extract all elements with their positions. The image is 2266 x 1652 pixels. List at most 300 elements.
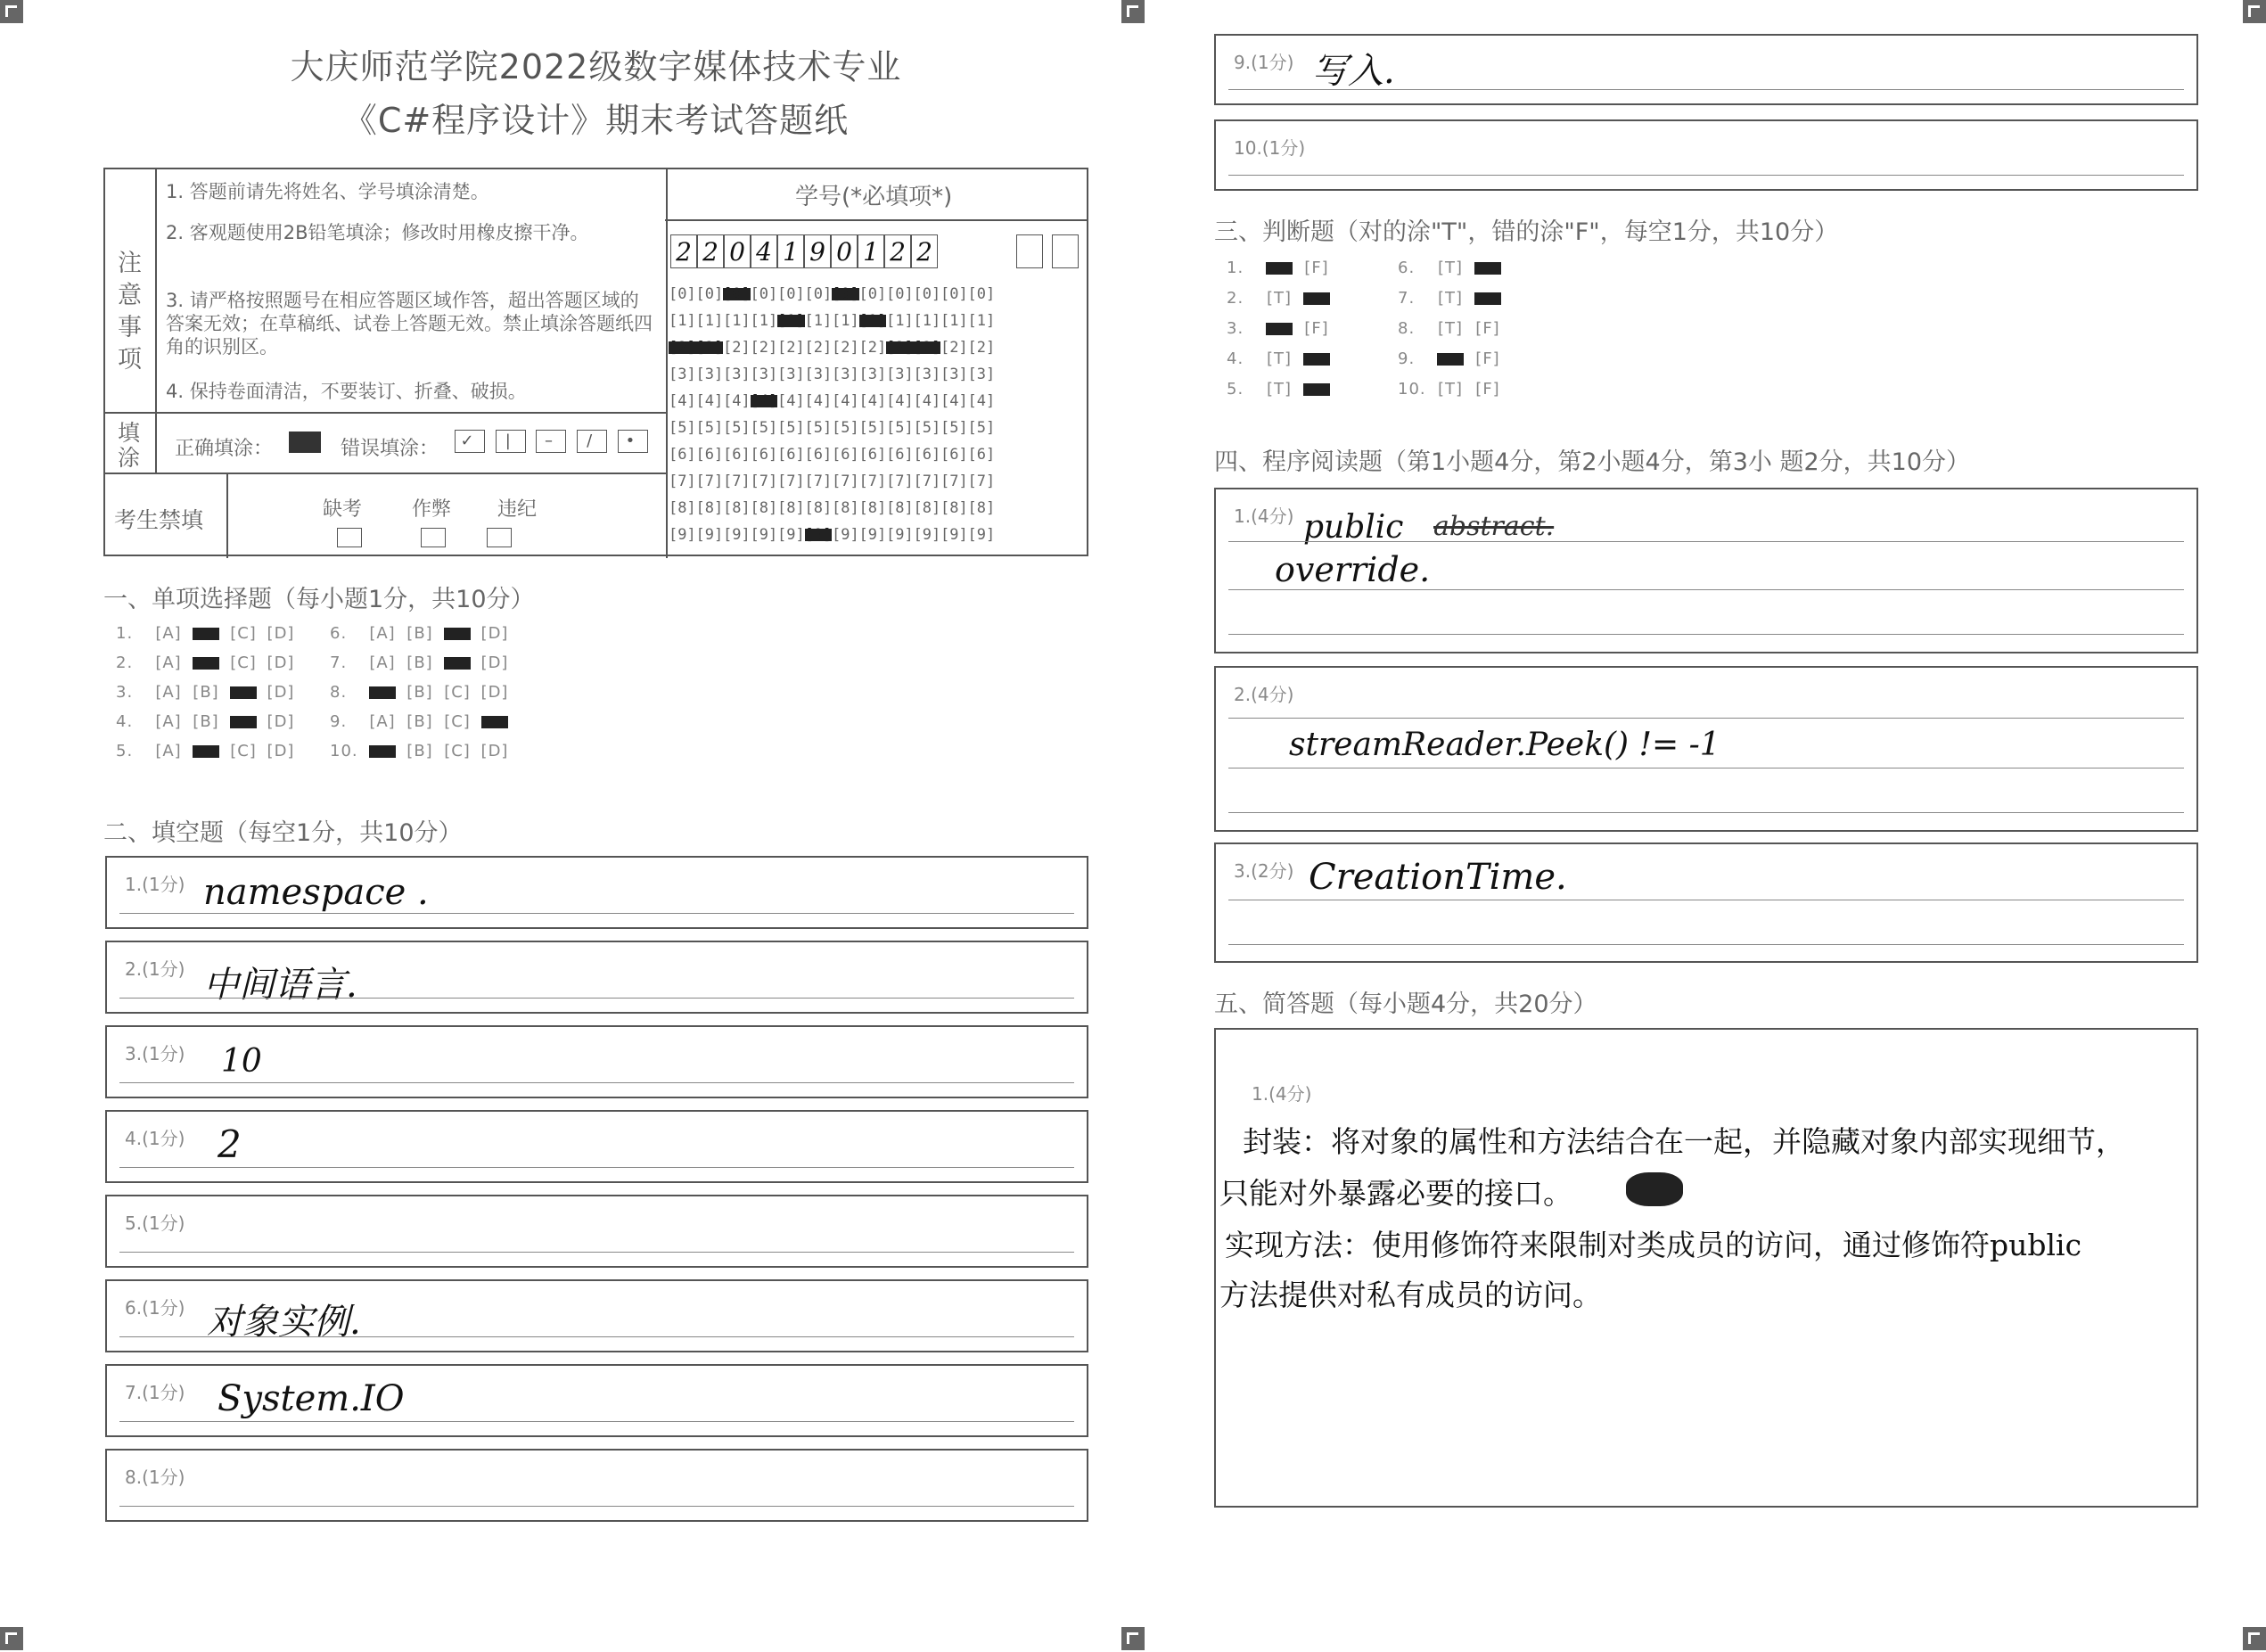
handwritten-answer: 写入. <box>1312 51 1395 92</box>
reading-answer-box-3: 3.(2分) CreationTime. <box>1214 842 2198 963</box>
student-id-bubble: [5] <box>750 419 778 437</box>
tf-question-number: 4. <box>1227 349 1244 368</box>
student-id-bubble: [3] <box>804 366 833 383</box>
mc-question-row <box>116 742 300 760</box>
fill-correct-label: 正确填涂： <box>175 438 274 460</box>
student-id-bubble: [1] <box>695 312 724 330</box>
student-id-bubble: [5] <box>669 419 696 437</box>
mc-option-filled <box>364 683 401 702</box>
mc-question-number: 2. <box>116 653 134 672</box>
tf-question-row <box>1398 319 1507 338</box>
forbid-absent-label: 缺考 <box>323 498 363 521</box>
short-answer-label: 1.(4分) <box>1252 1083 1312 1105</box>
mc-question-row <box>116 653 300 672</box>
mc-option: [A] <box>369 624 396 643</box>
student-id-bubble: [7] <box>750 473 778 490</box>
student-id-bubble: [8] <box>804 499 833 517</box>
student-id-bubble: [9] <box>940 526 968 544</box>
fill-correct-sample <box>289 431 321 453</box>
student-id-bubble: [2] <box>804 339 833 357</box>
student-id-bubble: [8] <box>750 499 778 517</box>
mc-option: [B] <box>406 742 433 760</box>
student-id-bubble: [0] <box>913 285 941 303</box>
tf-option-filled <box>1469 289 1507 308</box>
corner-marker-bottom-middle <box>1121 1627 1145 1650</box>
student-id-bubble: [8] <box>940 499 968 517</box>
student-id-bubble: [0] <box>967 285 996 303</box>
fill-wrong-label: 错误填涂： <box>341 438 439 460</box>
student-id-bubble: [7] <box>669 473 696 490</box>
student-id-bubble: [5] <box>886 419 914 437</box>
notice-item-2: 2. 客观题使用2B铅笔填涂；修改时用橡皮擦干净。 <box>166 222 589 243</box>
handwritten-answer: 2 <box>218 1122 242 1166</box>
tf-option-filled <box>1298 349 1335 368</box>
student-id-bubble: [5] <box>858 419 887 437</box>
student-id-bubble-row <box>669 334 995 361</box>
notice-item-4: 4. 保持卷面清洁，不要装订、折叠、破损。 <box>166 381 527 402</box>
tf-question-row <box>1398 380 1507 399</box>
student-id-bubble: [2] <box>750 339 778 357</box>
tf-question-number: 7. <box>1398 289 1416 308</box>
handwritten-answer-line: 只能对外暴露必要的接口。 <box>1219 1176 1572 1211</box>
handwritten-answer: override. <box>1275 550 1431 589</box>
reading-answer-box-2: 2.(4分) streamReader.Peek() != -1 <box>1214 666 2198 832</box>
student-id-bubble: [9] <box>777 526 805 544</box>
mc-option-filled <box>364 742 401 760</box>
tf-option-filled <box>1260 259 1298 277</box>
mc-option: [D] <box>480 742 509 760</box>
forbid-violation-box <box>487 528 512 547</box>
mc-option: [B] <box>406 624 433 643</box>
mc-question-row <box>330 624 513 643</box>
student-id-bubble-filled: [0] <box>723 285 751 303</box>
tf-question-row <box>1227 289 1335 308</box>
student-id-bubble: [4] <box>913 392 941 410</box>
student-id-bubble: [7] <box>777 473 805 490</box>
student-id-bubble: [0] <box>886 285 914 303</box>
student-id-bubble: [4] <box>967 392 996 410</box>
student-id-bubble: [3] <box>750 366 778 383</box>
mc-option: [A] <box>155 712 182 731</box>
fill-answer-box-9: 9.(1分) 写入. <box>1214 34 2198 105</box>
student-id-bubble: [9] <box>858 526 887 544</box>
mc-option: [A] <box>155 683 182 702</box>
student-id-bubble-row <box>669 468 995 495</box>
fill-answer-box-8: 8.(1分) <box>105 1449 1088 1522</box>
mc-option-filled <box>187 624 225 643</box>
student-id-cell: 2 <box>697 234 724 268</box>
student-id-bubble: [3] <box>940 366 968 383</box>
student-id-bubble-grid <box>669 281 995 548</box>
fill-answer-box-2: 2.(1分) 中间语言. <box>105 941 1088 1014</box>
mc-option: [A] <box>155 653 182 672</box>
handwritten-struck-answer: abstract. <box>1433 511 1555 542</box>
handwritten-answer: System.IO <box>218 1378 405 1419</box>
notice-side-label: 注意事项 <box>118 250 142 374</box>
mc-option: [C] <box>230 624 257 643</box>
student-id-cell: 4 <box>751 234 777 268</box>
student-id-bubble: [5] <box>723 419 751 437</box>
student-id-bubble: [8] <box>695 499 724 517</box>
student-id-bubble: [0] <box>750 285 778 303</box>
student-id-bubble-filled: [9] <box>804 526 833 544</box>
student-id-bubble: [6] <box>940 446 968 464</box>
forbid-label: 考生禁填 <box>114 507 204 533</box>
student-id-bubble: [5] <box>832 419 859 437</box>
mc-option: [D] <box>480 653 509 672</box>
corner-marker-top-left <box>0 0 23 23</box>
tf-option-filled <box>1260 319 1298 338</box>
notice-item-3: 3. 请严格按照题号在相应答题区域作答，超出答题区域的答案无效；在草稿纸、试卷上答题无效。禁止填涂答题纸四角的识别区。 <box>166 290 653 358</box>
student-id-bubble-filled: [1] <box>858 312 887 330</box>
corner-marker-bottom-left <box>0 1627 23 1650</box>
student-id-bubble: [3] <box>913 366 941 383</box>
student-id-bubble: [6] <box>777 446 805 464</box>
student-id-bubble: [7] <box>886 473 914 490</box>
student-id-bubble: [5] <box>940 419 968 437</box>
student-id-bubble: [6] <box>858 446 887 464</box>
mc-option: [C] <box>444 683 471 702</box>
student-id-bubble: [5] <box>804 419 833 437</box>
student-id-bubble-row <box>669 415 995 441</box>
mc-option: [D] <box>480 624 509 643</box>
fill-answer-box-6: 6.(1分) 对象实例. <box>105 1279 1088 1352</box>
mc-option: [D] <box>267 742 295 760</box>
scribble-mark <box>1626 1172 1683 1206</box>
student-id-bubble: [1] <box>886 312 914 330</box>
fill-answer-box-5: 5.(1分) <box>105 1195 1088 1268</box>
student-id-bubble: [5] <box>695 419 724 437</box>
student-id-bubble-row <box>669 281 995 308</box>
mc-option: [C] <box>230 653 257 672</box>
student-id-bubble: [9] <box>967 526 996 544</box>
mc-question-number: 7. <box>330 653 348 672</box>
tf-question-number: 10. <box>1398 380 1426 399</box>
section3-title: 三、判断题（对的涂"T"，错的涂"F"，每空1分，共10分） <box>1214 218 1839 246</box>
student-id-cell: 9 <box>804 234 831 268</box>
fill-answer-box-4: 4.(1分) 2 <box>105 1110 1088 1183</box>
student-id-bubble: [2] <box>777 339 805 357</box>
mc-question-number: 3. <box>116 683 134 702</box>
forbid-violation-label: 违纪 <box>497 498 538 521</box>
tf-question-number: 2. <box>1227 289 1244 308</box>
mc-option: [D] <box>480 683 509 702</box>
mc-question-number: 8. <box>330 683 348 702</box>
mc-option: [B] <box>406 683 433 702</box>
student-id-bubble: [6] <box>723 446 751 464</box>
handwritten-answer: CreationTime. <box>1309 857 1567 898</box>
mc-option-filled <box>187 653 225 672</box>
fill-answer-box-7: 7.(1分) System.IO <box>105 1364 1088 1437</box>
mc-question-row <box>116 712 300 731</box>
tf-option: [T] <box>1437 380 1464 399</box>
student-id-bubble: [6] <box>913 446 941 464</box>
student-id-bubble: [2] <box>858 339 887 357</box>
student-id-bubble: [6] <box>967 446 996 464</box>
student-id-bubble: [4] <box>940 392 968 410</box>
mc-question-number: 5. <box>116 742 134 760</box>
tf-question-row <box>1398 289 1507 308</box>
handwritten-answer: 对象实例. <box>207 1302 361 1343</box>
student-id-bubble: [6] <box>886 446 914 464</box>
student-id-bubble: [7] <box>695 473 724 490</box>
student-id-bubble: [9] <box>723 526 751 544</box>
forbid-cheat-label: 作弊 <box>412 498 452 521</box>
mc-option: [B] <box>193 712 219 731</box>
student-id-bubble: [7] <box>832 473 859 490</box>
student-id-bubble: [0] <box>777 285 805 303</box>
student-id-bubble: [3] <box>669 366 696 383</box>
mc-option: [A] <box>369 712 396 731</box>
handwritten-answer: public <box>1303 509 1404 546</box>
student-id-bubble-filled: [2] <box>695 339 724 357</box>
tf-question-row <box>1227 349 1335 368</box>
mc-question-number: 9. <box>330 712 348 731</box>
mc-question-number: 1. <box>116 624 134 643</box>
short-answer-box-1 <box>1214 1028 2198 1508</box>
student-id-bubble-row <box>669 522 995 548</box>
tf-question-row <box>1227 319 1335 338</box>
tf-question-number: 3. <box>1227 319 1244 338</box>
page-title-line2: 《C#程序设计》期末考试答题纸 <box>342 101 850 140</box>
tf-option-filled <box>1298 289 1335 308</box>
tf-option: [T] <box>1266 349 1293 368</box>
student-id-bubble: [7] <box>723 473 751 490</box>
student-id-cell: 2 <box>911 234 938 268</box>
student-id-bubble: [8] <box>669 499 696 517</box>
student-id-bubble: [6] <box>695 446 724 464</box>
true-false-answers <box>1227 259 1601 410</box>
student-id-bubble: [8] <box>913 499 941 517</box>
handwritten-answer-line: 封装：将对象的属性和方法结合在一起，并隐藏对象内部实现细节， <box>1243 1124 2125 1159</box>
fill-answer-box-10: 10.(1分) <box>1214 119 2198 191</box>
mc-question-number: 6. <box>330 624 348 643</box>
mc-option: [A] <box>369 653 396 672</box>
student-id-bubble: [3] <box>967 366 996 383</box>
student-id-cell: 1 <box>777 234 804 268</box>
student-id-bubble: [6] <box>750 446 778 464</box>
student-id-bubble: [4] <box>669 392 696 410</box>
student-id-title: 学号(*必填项*) <box>795 184 953 210</box>
mc-question-row <box>330 683 513 702</box>
student-id-bubble: [6] <box>832 446 859 464</box>
handwritten-answer: streamReader.Peek() != -1 <box>1289 727 1720 763</box>
student-id-bubble: [8] <box>723 499 751 517</box>
tf-question-number: 9. <box>1398 349 1416 368</box>
student-id-bubble-filled: [0] <box>832 285 859 303</box>
student-id-bubble: [7] <box>804 473 833 490</box>
section5-title: 五、简答题（每小题4分，共20分） <box>1214 990 1597 1018</box>
student-id-bubble: [8] <box>886 499 914 517</box>
tf-question-row <box>1398 259 1507 277</box>
student-id-cell: 1 <box>858 234 884 268</box>
student-id-bubble: [1] <box>967 312 996 330</box>
student-id-cell: 2 <box>884 234 911 268</box>
mc-option: [A] <box>155 742 182 760</box>
handwritten-answer-line: 方法提供对私有成员的访问。 <box>1219 1278 1602 1312</box>
mc-option-filled <box>476 712 513 731</box>
mc-question-row <box>116 683 300 702</box>
student-id-bubble: [6] <box>804 446 833 464</box>
corner-marker-top-right <box>2243 0 2266 23</box>
mc-option: [A] <box>155 624 182 643</box>
tf-question-number: 8. <box>1398 319 1416 338</box>
handwritten-answer: 10 <box>221 1043 262 1080</box>
mc-question-row <box>330 712 513 731</box>
student-id-bubble: [0] <box>858 285 887 303</box>
student-id-bubble: [0] <box>669 285 696 303</box>
mc-option: [B] <box>406 712 433 731</box>
handwritten-answer: 中间语言. <box>203 965 357 1006</box>
corner-marker-top-middle <box>1121 0 1145 23</box>
student-id-bubble: [3] <box>723 366 751 383</box>
student-id-bubble: [4] <box>832 392 859 410</box>
student-id-bubble: [5] <box>913 419 941 437</box>
student-id-bubble: [1] <box>832 312 859 330</box>
student-id-bubble-filled: [4] <box>750 392 778 410</box>
student-id-bubble: [1] <box>913 312 941 330</box>
student-id-bubble: [9] <box>669 526 696 544</box>
student-id-bubble: [1] <box>750 312 778 330</box>
mc-question-number: 4. <box>116 712 134 731</box>
mc-option: [B] <box>193 683 219 702</box>
student-id-cell: 2 <box>670 234 697 268</box>
tf-option: [F] <box>1475 349 1500 368</box>
student-id-bubble: [5] <box>777 419 805 437</box>
student-id-bubble: [7] <box>967 473 996 490</box>
mc-option: [C] <box>230 742 257 760</box>
section1-title: 一、单项选择题（每小题1分，共10分） <box>103 586 535 613</box>
student-id-cell <box>1016 234 1043 268</box>
tf-option: [T] <box>1266 289 1293 308</box>
student-id-bubble: [3] <box>832 366 859 383</box>
tf-option: [F] <box>1304 319 1329 338</box>
student-id-bubble: [1] <box>669 312 696 330</box>
student-id-bubble: [2] <box>967 339 996 357</box>
student-id-bubble-row <box>669 361 995 388</box>
student-id-bubble-row <box>669 441 995 468</box>
reading-answer-box-1: 1.(4分) public abstract. override. <box>1214 488 2198 653</box>
student-id-bubble: [8] <box>777 499 805 517</box>
fill-answer-box-1: 1.(1分) namespace . <box>105 856 1088 929</box>
student-id-bubble: [3] <box>886 366 914 383</box>
student-id-bubble: [0] <box>804 285 833 303</box>
student-id-bubble: [4] <box>777 392 805 410</box>
student-id-bubble: [5] <box>967 419 996 437</box>
student-id-bubble: [7] <box>858 473 887 490</box>
mc-option-filled <box>439 624 476 643</box>
forbid-cheat-box <box>421 528 446 547</box>
mc-question-row <box>330 742 513 760</box>
student-id-bubble: [4] <box>695 392 724 410</box>
mc-option: [D] <box>267 624 295 643</box>
tf-option: [T] <box>1266 380 1293 399</box>
mc-option: [C] <box>444 742 471 760</box>
student-id-bubble: [9] <box>913 526 941 544</box>
student-id-bubble: [1] <box>723 312 751 330</box>
student-id-bubble-filled: [2] <box>669 339 696 357</box>
mc-question-row <box>330 653 513 672</box>
student-id-bubble: [8] <box>832 499 859 517</box>
notice-item-1: 1. 答题前请先将姓名、学号填涂清楚。 <box>166 181 489 202</box>
student-id-bubble: [1] <box>804 312 833 330</box>
tf-option: [F] <box>1304 259 1329 277</box>
student-id-bubble: [6] <box>669 446 696 464</box>
student-id-bubble: [2] <box>940 339 968 357</box>
mc-option-filled <box>225 712 262 731</box>
mc-option: [D] <box>267 683 295 702</box>
student-id-bubble-row <box>669 388 995 415</box>
corner-marker-bottom-right <box>2243 1627 2266 1650</box>
mc-question-number: 10. <box>330 742 358 760</box>
student-id-bubble: [1] <box>940 312 968 330</box>
student-id-cell: 0 <box>724 234 751 268</box>
student-id-bubble: [0] <box>695 285 724 303</box>
student-id-bubble: [4] <box>723 392 751 410</box>
student-id-cell: 0 <box>831 234 858 268</box>
student-id-bubble: [8] <box>858 499 887 517</box>
section4-title: 四、程序阅读题（第1小题4分，第2小题4分，第3小 题2分，共10分） <box>1214 448 1971 476</box>
student-id-bubble: [9] <box>886 526 914 544</box>
mc-question-row <box>116 624 300 643</box>
tf-option-filled <box>1432 349 1469 368</box>
tf-question-row <box>1227 380 1335 399</box>
tf-option: [F] <box>1475 380 1500 399</box>
fill-side-label: 填涂 <box>118 420 141 471</box>
tf-option: [T] <box>1437 259 1464 277</box>
section2-title: 二、填空题（每空1分，共10分） <box>103 819 463 847</box>
page-title-line1: 大庆师范学院2022级数字媒体技术专业 <box>290 47 902 86</box>
student-id-bubble: [4] <box>858 392 887 410</box>
student-id-bubble: [3] <box>695 366 724 383</box>
mc-option-filled <box>187 742 225 760</box>
student-id-bubble-filled: [1] <box>777 312 805 330</box>
multiple-choice-answers <box>116 624 615 785</box>
handwritten-answer: namespace . <box>203 872 429 913</box>
fill-wrong-samples: ✓ | – / • <box>455 430 648 453</box>
student-id-bubble: [4] <box>804 392 833 410</box>
handwritten-answer-line: 实现方法：使用修饰符来限制对类成员的访问，通过修饰符public <box>1225 1228 2082 1262</box>
student-id-cell <box>1052 234 1079 268</box>
tf-option-filled <box>1469 259 1507 277</box>
mc-option: [B] <box>406 653 433 672</box>
student-id-bubble: [4] <box>886 392 914 410</box>
student-id-bubble: [8] <box>967 499 996 517</box>
student-id-bubble: [3] <box>858 366 887 383</box>
student-id-bubble: [7] <box>913 473 941 490</box>
tf-question-row <box>1398 349 1507 368</box>
student-id-bubble-row <box>669 308 995 334</box>
student-id-bubble: [0] <box>940 285 968 303</box>
forbid-absent-box <box>337 528 362 547</box>
mc-option: [C] <box>444 712 471 731</box>
student-id-bubble: [9] <box>750 526 778 544</box>
tf-question-number: 1. <box>1227 259 1244 277</box>
student-id-bubble-filled: [2] <box>886 339 914 357</box>
tf-option-filled <box>1298 380 1335 399</box>
student-id-bubble: [3] <box>777 366 805 383</box>
mc-option: [D] <box>267 653 295 672</box>
mc-option: [D] <box>267 712 295 731</box>
tf-question-number: 5. <box>1227 380 1244 399</box>
mc-option-filled <box>439 653 476 672</box>
tf-option: [F] <box>1475 319 1500 338</box>
mc-option-filled <box>225 683 262 702</box>
student-id-bubble-filled: [2] <box>913 339 941 357</box>
student-id-bubble: [9] <box>832 526 859 544</box>
student-id-bubble: [9] <box>695 526 724 544</box>
tf-option: [T] <box>1437 289 1464 308</box>
